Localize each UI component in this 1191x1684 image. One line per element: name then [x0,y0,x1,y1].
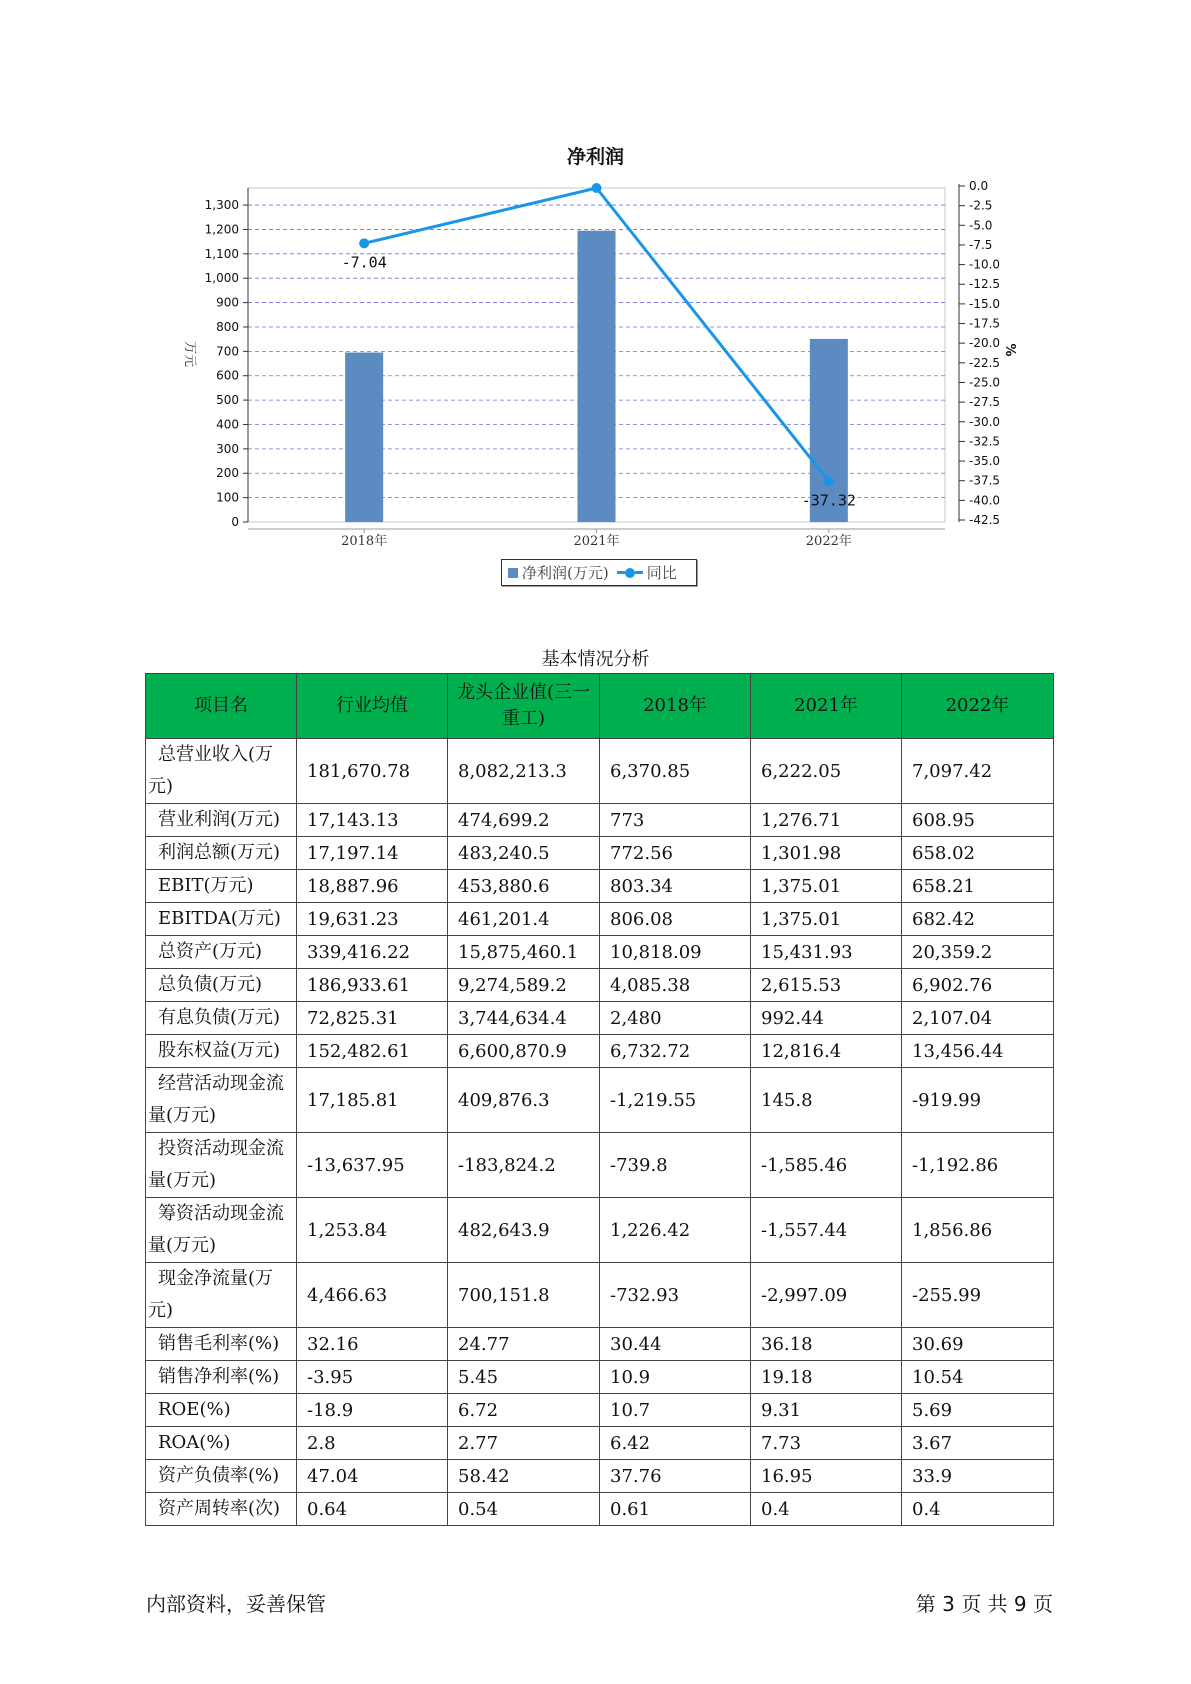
value-cell: 4,085.38 [600,969,751,1002]
value-cell: 6,902.76 [902,969,1054,1002]
value-cell: 37.76 [600,1460,751,1493]
x-tick-label: 2022年 [805,534,852,549]
table-row [146,1460,1054,1493]
table-row [146,1361,1054,1394]
y2-axis-title: % [1002,343,1017,357]
y2-tick-label: -17.5 [969,316,1001,331]
table-row [146,903,1054,936]
line-point [359,238,369,248]
table-row [146,1035,1054,1068]
value-cell: 6,600,870.9 [448,1035,600,1068]
value-cell: -1,585.46 [751,1133,902,1198]
y2-tick-label: -42.5 [969,513,1001,527]
table-row [146,1328,1054,1361]
value-cell: 658.21 [902,870,1054,903]
legend-bar-label: 净利润(万元) [522,564,609,582]
chart-title: 净利润 [566,146,624,168]
row-label-cell: 投资活动现金流量(万元) [146,1133,297,1198]
value-cell: 2,615.53 [751,969,902,1002]
y2-tick-label: -5.0 [969,218,993,233]
basic-analysis-table [145,673,1054,1526]
value-cell: 17,143.13 [297,804,448,837]
value-cell: 0.54 [448,1493,600,1526]
value-cell: 16.95 [751,1460,902,1493]
row-label-cell: 利润总额(万元) [146,837,297,870]
row-label-cell: 资产周转率(次) [146,1493,297,1526]
value-cell: 2.8 [297,1427,448,1460]
y-tick-label: 600 [216,368,239,383]
y2-tick-label: -22.5 [969,355,1001,370]
y2-tick-label: -37.5 [969,473,1001,488]
value-cell: 20,359.2 [902,936,1054,969]
table-row [146,1198,1054,1263]
value-cell: 145.8 [751,1068,902,1133]
value-cell: 803.34 [600,870,751,903]
value-cell: 2.77 [448,1427,600,1460]
value-cell: 47.04 [297,1460,448,1493]
value-cell: 19.18 [751,1361,902,1394]
value-cell: 461,201.4 [448,903,600,936]
y2-tick-label: -7.5 [969,237,993,252]
row-label-cell: 总负债(万元) [146,969,297,1002]
value-cell: 18,887.96 [297,870,448,903]
y-tick-label: 800 [216,319,239,334]
row-label-cell: 经营活动现金流量(万元) [146,1068,297,1133]
y-tick-label: 100 [216,490,239,505]
row-label-cell: 销售净利率(%) [146,1361,297,1394]
value-cell: 10.54 [902,1361,1054,1394]
y2-tick-label: -15.0 [969,296,1001,311]
y-tick-label: 1,100 [204,246,239,261]
table-row [146,936,1054,969]
value-cell: 1,301.98 [751,837,902,870]
value-cell: 4,466.63 [297,1263,448,1328]
y2-tick-label: -25.0 [969,375,1001,390]
value-cell: 682.42 [902,903,1054,936]
table-row [146,1002,1054,1035]
value-cell: 186,933.61 [297,969,448,1002]
y2-tick-label: 0.0 [969,179,989,193]
line-point [592,183,602,193]
value-cell: -2,997.09 [751,1263,902,1328]
value-cell: 1,276.71 [751,804,902,837]
value-cell: -1,192.86 [902,1133,1054,1198]
header-cell: 行业均值 [297,674,448,739]
bar [345,353,383,522]
value-cell: 17,185.81 [297,1068,448,1133]
value-cell: 6.72 [448,1394,600,1427]
value-cell: 30.69 [902,1328,1054,1361]
value-cell: 17,197.14 [297,837,448,870]
value-cell: 3.67 [902,1427,1054,1460]
y2-tick-label: -2.5 [969,198,993,213]
net-profit-chart [0,0,1191,600]
y2-tick-label: -10.0 [969,257,1001,272]
value-cell: 15,431.93 [751,936,902,969]
value-cell: -18.9 [297,1394,448,1427]
value-cell: 482,643.9 [448,1198,600,1263]
row-label-cell: EBIT(万元) [146,870,297,903]
y-tick-label: 300 [216,441,239,456]
value-cell: 1,226.42 [600,1198,751,1263]
footer-confidential-note: 内部资料，妥善保管 [146,1592,326,1616]
legend-line-label: 同比 [646,564,677,582]
y-tick-label: 0 [231,515,239,529]
value-cell: 0.61 [600,1493,751,1526]
y2-tick-label: -12.5 [969,277,1001,292]
value-cell: 58.42 [448,1460,600,1493]
table-caption: 基本情况分析 [541,649,650,670]
y-tick-label: 1,200 [204,222,239,237]
y2-tick-label: -20.0 [969,336,1001,351]
row-label-cell: 股东权益(万元) [146,1035,297,1068]
value-cell: 2,480 [600,1002,751,1035]
y-tick-label: 200 [216,466,239,481]
value-cell: 700,151.8 [448,1263,600,1328]
value-cell: 483,240.5 [448,837,600,870]
value-cell: 12,816.4 [751,1035,902,1068]
y2-tick-label: -32.5 [969,434,1001,449]
value-cell: -183,824.2 [448,1133,600,1198]
y2-tick-label: -35.0 [969,454,1001,469]
value-cell: 453,880.6 [448,870,600,903]
value-cell: 0.4 [902,1493,1054,1526]
value-cell: 152,482.61 [297,1035,448,1068]
row-label-cell: 总资产(万元) [146,936,297,969]
header-cell: 项目名 [146,674,297,739]
row-label-cell: 总营业收入(万元) [146,739,297,804]
row-label-cell: 资产负债率(%) [146,1460,297,1493]
y2-tick-label: -40.0 [969,493,1001,508]
legend-line-swatch [617,568,643,578]
table-row [146,1493,1054,1526]
row-label-cell: 有息负债(万元) [146,1002,297,1035]
header-cell: 龙头企业值(三一重工) [448,674,600,739]
value-cell: 6.42 [600,1427,751,1460]
value-cell: 658.02 [902,837,1054,870]
value-cell: -739.8 [600,1133,751,1198]
value-cell: 773 [600,804,751,837]
value-cell: 9.31 [751,1394,902,1427]
value-cell: 0.64 [297,1493,448,1526]
value-cell: -13,637.95 [297,1133,448,1198]
value-cell: 6,370.85 [600,739,751,804]
value-cell: 9,274,589.2 [448,969,600,1002]
value-cell: 3,744,634.4 [448,1002,600,1035]
table-header-row [146,674,1054,739]
value-cell: -1,219.55 [600,1068,751,1133]
row-label-cell: ROA(%) [146,1427,297,1460]
row-label-cell: 现金净流量(万元) [146,1263,297,1328]
data-label: -7.04 [341,253,387,272]
table-row [146,1394,1054,1427]
value-cell: 0.4 [751,1493,902,1526]
value-cell: 409,876.3 [448,1068,600,1133]
table-row [146,1133,1054,1198]
value-cell: 1,375.01 [751,903,902,936]
table-row [146,837,1054,870]
value-cell: 7.73 [751,1427,902,1460]
value-cell: 772.56 [600,837,751,870]
y-tick-label: 900 [216,295,239,310]
value-cell: 806.08 [600,903,751,936]
bar [578,231,616,522]
table-row [146,1427,1054,1460]
header-cell: 2018年 [600,674,751,739]
value-cell: 19,631.23 [297,903,448,936]
y-tick-label: 500 [216,393,239,408]
value-cell: 24.77 [448,1328,600,1361]
value-cell: 7,097.42 [902,739,1054,804]
value-cell: 1,856.86 [902,1198,1054,1263]
chart-canvas [0,0,1191,600]
x-tick-label: 2021年 [573,534,620,549]
x-tick-label: 2018年 [341,534,388,549]
value-cell: 8,082,213.3 [448,739,600,804]
value-cell: 5.45 [448,1361,600,1394]
header-cell: 2021年 [751,674,902,739]
table-row [146,739,1054,804]
value-cell: 36.18 [751,1328,902,1361]
value-cell: 5.69 [902,1394,1054,1427]
y-tick-label: 1,000 [204,271,239,286]
y2-tick-label: -30.0 [969,414,1001,429]
table-row [146,969,1054,1002]
value-cell: 33.9 [902,1460,1054,1493]
table-body [146,739,1054,1526]
value-cell: 13,456.44 [902,1035,1054,1068]
value-cell: 10.9 [600,1361,751,1394]
table-row [146,1263,1054,1328]
value-cell: 608.95 [902,804,1054,837]
value-cell: 992.44 [751,1002,902,1035]
value-cell: -732.93 [600,1263,751,1328]
line-point [824,476,834,486]
row-label-cell: ROE(%) [146,1394,297,1427]
chart-legend [501,559,697,586]
value-cell: 1,375.01 [751,870,902,903]
value-cell: 15,875,460.1 [448,936,600,969]
table-row [146,804,1054,837]
value-cell: 30.44 [600,1328,751,1361]
table-row [146,1068,1054,1133]
legend-bar-swatch [508,568,518,578]
table-row [146,870,1054,903]
y-tick-label: 400 [216,417,239,432]
value-cell: -255.99 [902,1263,1054,1328]
value-cell: 339,416.22 [297,936,448,969]
row-label-cell: 销售毛利率(%) [146,1328,297,1361]
row-label-cell: EBITDA(万元) [146,903,297,936]
value-cell: 1,253.84 [297,1198,448,1263]
y-axis-title: 万元 [182,340,197,368]
y-tick-label: 1,300 [204,198,239,213]
value-cell: 10,818.09 [600,936,751,969]
value-cell: 10.7 [600,1394,751,1427]
value-cell: -3.95 [297,1361,448,1394]
row-label-cell: 筹资活动现金流量(万元) [146,1198,297,1263]
value-cell: -1,557.44 [751,1198,902,1263]
value-cell: -919.99 [902,1068,1054,1133]
header-cell: 2022年 [902,674,1054,739]
footer-page-number: 第 3 页 共 9 页 [915,1592,1053,1616]
row-label-cell: 营业利润(万元) [146,804,297,837]
value-cell: 2,107.04 [902,1002,1054,1035]
y2-tick-label: -27.5 [969,395,1001,410]
value-cell: 474,699.2 [448,804,600,837]
value-cell: 181,670.78 [297,739,448,804]
value-cell: 6,222.05 [751,739,902,804]
value-cell: 32.16 [297,1328,448,1361]
value-cell: 6,732.72 [600,1035,751,1068]
data-label: -37.32 [801,491,856,510]
value-cell: 72,825.31 [297,1002,448,1035]
y-tick-label: 700 [216,344,239,359]
